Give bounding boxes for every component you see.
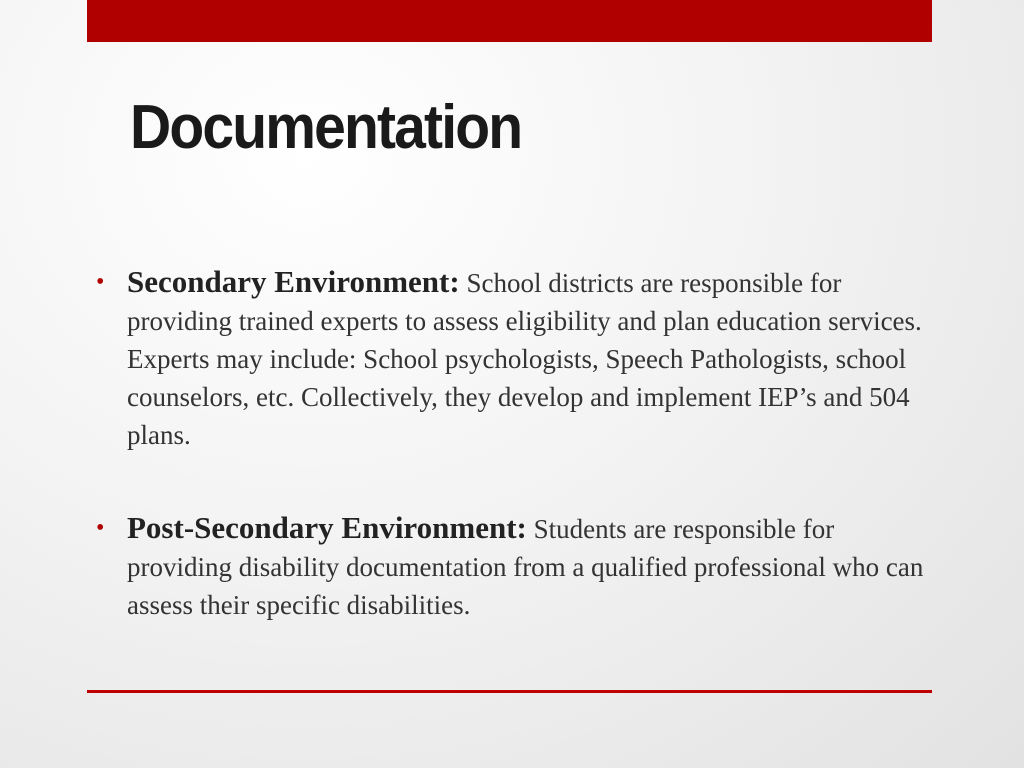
bullet-icon: • [96,515,105,541]
slide-title: Documentation [130,93,522,162]
bullet-text: Students are responsible for providing disability documentation from a qualified professional who can assess their specific disabilities. [127,514,924,620]
bullet-item-secondary [96,263,926,454]
bullet-text: School districts are responsible for providing trained experts to assess eligibility and plan education services. Experts may include: School psychologists, Speech Pathologists, school counselors, etc. Collectively, they develop and implement IEP’s and 504 plans. [127,268,922,450]
bullet-heading: Secondary Environment: [127,264,460,299]
bullet-heading: Post-Secondary Environment: [127,510,527,545]
bullet-list [96,263,926,624]
bullet-item-post-secondary [96,509,926,624]
bullet-icon: • [96,269,105,295]
bottom-divider [87,690,932,693]
top-accent-bar [87,0,932,42]
